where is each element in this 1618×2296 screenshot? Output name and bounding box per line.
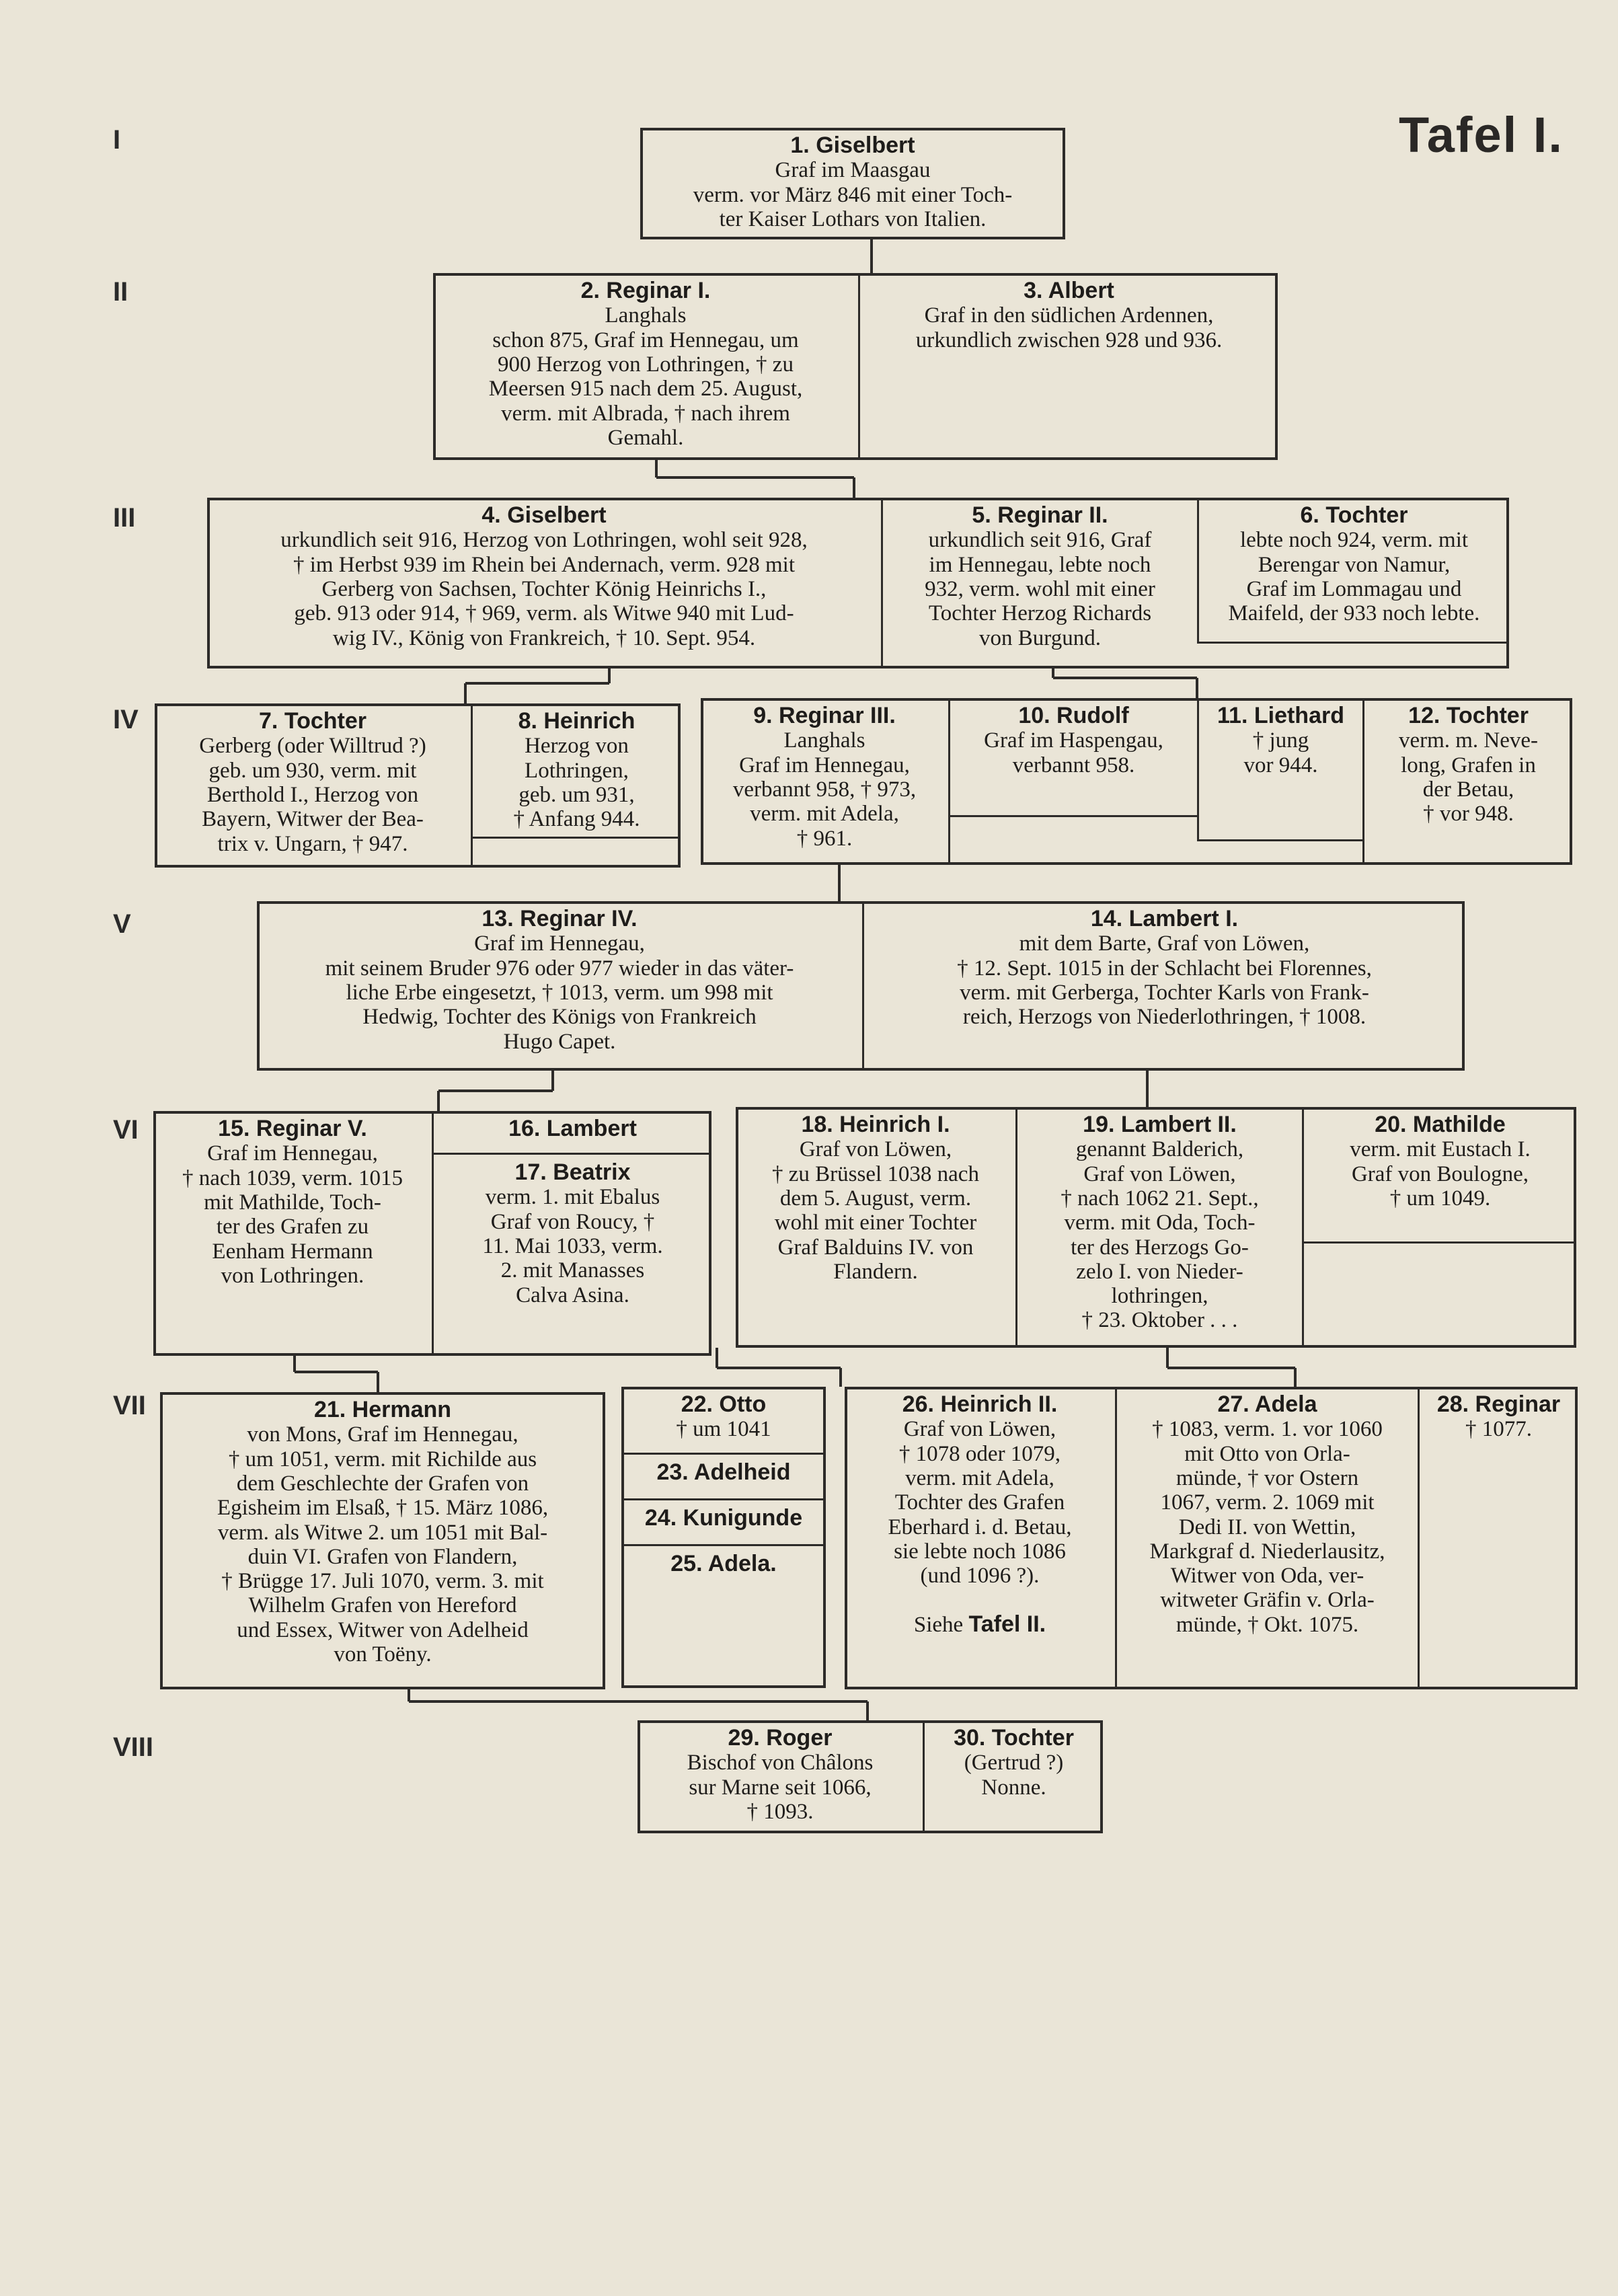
person-detail-line: Hedwig, Tochter des Königs von Frankreich [362, 1005, 757, 1030]
person-name: 26. Heinrich II. [902, 1391, 1058, 1417]
person-detail-line: Eberhard i. d. Betau, [888, 1515, 1072, 1539]
generation-label: VIII [113, 1732, 154, 1762]
generation-label: I [113, 125, 121, 155]
person-detail-line: Graf von Löwen, [903, 1417, 1056, 1442]
person-detail-line: von Mons, Graf im Hennegau, [247, 1422, 518, 1447]
person-detail-line: ter des Herzogs Go- [1071, 1235, 1249, 1260]
person-name: 28. Reginar [1436, 1391, 1561, 1417]
person-detail-line: Markgraf d. Niederlausitz, [1149, 1539, 1385, 1564]
person-detail-line: † nach 1039, verm. 1015 [182, 1165, 403, 1190]
person-p6 [1199, 498, 1509, 639]
person-detail-line: Wilhelm Grafen von Hereford [248, 1593, 517, 1618]
person-detail-line: schon 875, Graf im Hennegau, um [492, 328, 799, 352]
person-p13 [257, 901, 862, 1071]
person-detail-line: Egisheim im Elsaß, † 15. März 1086, [217, 1496, 549, 1521]
person-detail-line: Bayern, Witwer der Bea- [202, 807, 424, 832]
person-detail-line: duin VI. Grafen von Flandern, [247, 1544, 518, 1569]
person-detail-line: Langhals [605, 303, 687, 328]
person-detail-line: † 1093. [746, 1799, 814, 1824]
person-p22 [621, 1387, 826, 1453]
person-detail-line: † um 1051, verm. mit Richilde aus [228, 1447, 537, 1471]
person-name: 11. Liethard [1217, 703, 1344, 728]
person-detail-line: verm. mit Gerberga, Tochter Karls von Frank- [960, 980, 1369, 1005]
person-detail-line: wohl mit einer Tochter [774, 1211, 977, 1235]
person-detail-line: mit Otto von Orla- [1184, 1441, 1350, 1466]
person-name: 17. Beatrix [514, 1159, 631, 1185]
person-detail-line: Gerberg (oder Willtrud ?) [199, 734, 426, 759]
person-detail-line: verm. mit Eustach I. [1350, 1137, 1531, 1162]
person-detail-line: † nach 1062 21. Sept., [1061, 1186, 1259, 1211]
person-p1 [640, 128, 1065, 239]
person-detail-line: Dedi II. von Wettin, [1178, 1515, 1356, 1539]
person-p17 [434, 1155, 711, 1356]
person-p7 [155, 703, 471, 868]
person-detail-line: Graf in den südlichen Ardennen, [924, 303, 1214, 328]
person-p18 [736, 1107, 1015, 1348]
person-detail-line: 900 Herzog von Lothringen, † zu [498, 352, 794, 377]
person-p2 [433, 273, 858, 460]
generation-label: VI [113, 1115, 139, 1145]
person-p26 [845, 1387, 1115, 1689]
person-p3 [860, 273, 1278, 354]
person-detail-line: urkundlich zwischen 928 und 936. [915, 328, 1223, 352]
person-detail-line: sie lebte noch 1086 [894, 1539, 1066, 1564]
person-name: 19. Lambert II. [1083, 1112, 1237, 1137]
person-p9 [701, 698, 948, 865]
person-detail-line: † Brügge 17. Juli 1070, verm. 3. mit [221, 1569, 544, 1594]
person-detail-line: sur Marne seit 1066, [689, 1775, 872, 1800]
person-detail-line: Graf im Hennegau, [739, 753, 910, 777]
person-name: 6. Tochter [1300, 502, 1408, 528]
generation-label: II [113, 277, 128, 307]
person-name: 30. Tochter [954, 1725, 1074, 1751]
person-detail-line: Calva Asina. [516, 1283, 629, 1307]
person-detail-line: Graf von Boulogne, [1351, 1161, 1529, 1186]
person-detail-line: von Toëny. [334, 1642, 432, 1667]
person-name: 12. Tochter [1408, 703, 1529, 728]
person-name: 4. Giselbert [481, 502, 607, 528]
person-name: 21. Hermann [313, 1397, 452, 1422]
person-detail-line: Graf im Maasgau [775, 158, 931, 183]
person-name: 18. Heinrich I. [801, 1112, 950, 1137]
person-detail-line: Gerberg von Sachsen, Tochter König Heinrichs I., [321, 576, 767, 601]
person-detail-line: verm. mit Adela, [750, 802, 899, 827]
person-detail-line: Graf von Löwen, [799, 1137, 952, 1162]
person-detail-line: Flandern. [833, 1259, 918, 1284]
person-p30 [925, 1720, 1103, 1833]
person-detail-line: vor 944. [1243, 753, 1318, 777]
person-p12 [1364, 698, 1572, 865]
person-p25 [621, 1546, 826, 1593]
person-detail-line: von Lothringen. [221, 1263, 364, 1288]
person-p19 [1017, 1107, 1302, 1348]
person-name: 13. Reginar IV. [481, 906, 638, 931]
person-detail-line: † 23. Oktober . . . [1081, 1308, 1238, 1333]
person-detail-line: † Anfang 944. [513, 807, 640, 832]
person-detail-line: Graf Balduins IV. von [777, 1235, 974, 1260]
person-detail-line: trix v. Ungarn, † 947. [217, 831, 408, 856]
person-detail-line: † jung [1252, 728, 1309, 753]
person-detail-line: Lothringen, [525, 758, 629, 783]
person-p10 [950, 698, 1197, 815]
person-detail-line: liche Erbe eingesetzt, † 1013, verm. um 998 mit [346, 980, 773, 1005]
person-p29 [638, 1720, 923, 1833]
person-detail-line: verm. vor März 846 mit einer Toch- [693, 182, 1013, 207]
person-p8 [473, 703, 681, 837]
person-detail-line: münde, † Okt. 1075. [1176, 1612, 1359, 1637]
person-detail-line: long, Grafen in [1401, 753, 1536, 777]
person-detail-line: † im Herbst 939 im Rhein bei Andernach, verm. 928 mit [293, 552, 796, 577]
person-detail-line: † zu Brüssel 1038 nach [772, 1161, 979, 1186]
person-detail-line: ter des Grafen zu [216, 1215, 369, 1239]
person-name: 2. Reginar I. [580, 278, 711, 303]
person-detail-line: zelo I. von Nieder- [1076, 1259, 1243, 1284]
person-detail-line: Graf von Löwen, [1083, 1161, 1236, 1186]
person-detail-line: lebte noch 924, verm. mit [1239, 528, 1469, 553]
person-detail-line: dem Geschlechte der Grafen von [236, 1471, 529, 1496]
person-detail-line: 11. Mai 1033, verm. [482, 1233, 663, 1258]
person-detail-line: urkundlich seit 916, Graf [928, 528, 1152, 553]
person-p11 [1199, 698, 1362, 839]
person-detail-line: lothringen, [1111, 1284, 1208, 1309]
person-detail-line: Graf im Haspengau, [984, 728, 1163, 753]
person-detail-line: geb. um 931, [518, 782, 635, 807]
person-p27 [1117, 1387, 1418, 1689]
person-name: 24. Kunigunde [644, 1505, 803, 1531]
generation-label: III [113, 503, 136, 533]
person-detail-line: verm. mit Albrada, † nach ihrem [501, 401, 790, 426]
person-name: 8. Heinrich [518, 708, 635, 734]
person-detail-line: 932, verm. wohl mit einer [925, 576, 1155, 601]
person-detail-line: † um 1041 [676, 1417, 771, 1442]
person-detail-line: witweter Gräfin v. Orla- [1160, 1588, 1375, 1613]
person-p28 [1420, 1387, 1578, 1521]
person-detail-line: Tochter des Grafen [894, 1490, 1065, 1515]
person-detail-line: Langhals [783, 728, 865, 753]
person-name: 20. Mathilde [1375, 1112, 1506, 1137]
person-detail-line: † 1077. [1465, 1417, 1532, 1442]
person-detail-line: dem 5. August, verm. [779, 1186, 972, 1211]
person-p16 [434, 1111, 711, 1153]
person-name: 3. Albert [1024, 278, 1114, 303]
person-detail-line: verbannt 958, † 973, [732, 777, 917, 802]
person-name: 25. Adela. [670, 1551, 777, 1576]
person-detail-line: und Essex, Witwer von Adelheid [237, 1617, 529, 1642]
person-p15 [153, 1111, 432, 1356]
person-detail-line: der Betau, [1422, 777, 1514, 802]
person-detail-line: (und 1096 ?). [920, 1564, 1040, 1589]
person-detail-line: verbannt 958. [1012, 753, 1135, 777]
person-detail-line: geb. 913 oder 914, † 969, verm. als Witwe 940 mit Lud- [294, 601, 794, 626]
person-name: 10. Rudolf [1018, 703, 1129, 728]
generation-label: VII [113, 1391, 146, 1420]
person-p20 [1304, 1107, 1576, 1241]
person-detail-line: wig IV., König von Frankreich, † 10. Sept. 954. [332, 625, 756, 650]
person-detail-line: ter Kaiser Lothars von Italien. [719, 206, 987, 231]
person-detail-line: Meersen 915 nach dem 25. August, [488, 377, 803, 401]
person-detail-line: 1067, verm. 2. 1069 mit [1160, 1490, 1375, 1515]
person-detail-line: im Hennegau, lebte noch [929, 552, 1151, 577]
person-detail-line: Berengar von Namur, [1258, 552, 1451, 577]
person-detail-line: mit dem Barte, Graf von Löwen, [1019, 931, 1310, 956]
person-detail-line: † vor 948. [1423, 802, 1514, 827]
person-detail-line: Herzog von [525, 734, 629, 759]
person-name: 14. Lambert I. [1090, 906, 1239, 931]
cross-reference-link[interactable]: Tafel II. [968, 1611, 1046, 1638]
person-detail-line: Eenham Hermann [212, 1239, 373, 1264]
person-detail-line: genannt Balderich, [1075, 1137, 1244, 1162]
person-name: 16. Lambert [508, 1116, 637, 1141]
person-detail-line: † 1083, verm. 1. vor 1060 [1152, 1417, 1383, 1442]
person-name: 15. Reginar V. [218, 1116, 367, 1141]
cross-reference-prefix: Siehe [913, 1613, 964, 1638]
person-detail-line: (Gertrud ?) [964, 1751, 1064, 1775]
person-detail-line: reich, Herzogs von Niederlothringen, † 1008. [962, 1005, 1366, 1030]
person-detail-line: Tochter Herzog Richards [928, 601, 1152, 626]
person-name: 22. Otto [681, 1391, 767, 1417]
person-detail-line: von Burgund. [979, 625, 1101, 650]
person-name: 23. Adelheid [656, 1459, 791, 1485]
person-name: 9. Reginar III. [753, 703, 896, 728]
person-p5 [883, 498, 1197, 659]
person-detail-line: verm. mit Oda, Toch- [1064, 1211, 1256, 1235]
person-detail-line: verm. 1. mit Ebalus [485, 1185, 660, 1210]
person-detail-line: Gemahl. [607, 425, 684, 450]
person-detail-line: mit Mathilde, Toch- [204, 1190, 381, 1215]
person-name: 29. Roger [728, 1725, 833, 1751]
person-detail-line: Hugo Capet. [503, 1029, 616, 1054]
person-detail-line: † um 1049. [1389, 1186, 1491, 1211]
cross-reference [853, 1612, 1107, 1637]
person-detail-line: geb. um 930, verm. mit [208, 758, 417, 783]
person-detail-line: † 961. [796, 826, 853, 851]
person-name: 27. Adela [1217, 1391, 1317, 1417]
plate-title: Tafel I. [1399, 107, 1564, 163]
person-detail-line: münde, † vor Ostern [1176, 1465, 1359, 1490]
person-p24 [621, 1500, 826, 1544]
person-detail-line: urkundlich seit 916, Herzog von Lothringen, wohl seit 928, [280, 528, 808, 553]
person-detail-line: † 12. Sept. 1015 in der Schlacht bei Florennes, [957, 956, 1372, 981]
person-detail-line: Graf im Hennegau, [207, 1141, 378, 1166]
person-name: 7. Tochter [259, 708, 367, 734]
person-detail-line: † 1078 oder 1079, [898, 1441, 1061, 1466]
person-p21 [160, 1392, 605, 1689]
person-detail-line: verm. mit Adela, [905, 1465, 1054, 1490]
person-detail-line: Graf von Roucy, † [490, 1209, 655, 1234]
person-detail-line: Bischof von Châlons [687, 1751, 874, 1775]
person-detail-line: Graf im Hennegau, [474, 931, 645, 956]
person-detail-line: Witwer von Oda, ver- [1170, 1564, 1364, 1589]
person-p4 [207, 498, 881, 668]
person-detail-line: verm. als Witwe 2. um 1051 mit Bal- [217, 1520, 548, 1545]
person-name: 1. Giselbert [790, 132, 915, 158]
person-detail-line: mit seinem Bruder 976 oder 977 wieder in das väter- [325, 956, 794, 981]
person-detail-line: 2. mit Manasses [500, 1258, 645, 1283]
generation-label: IV [113, 705, 139, 734]
person-p14 [864, 901, 1465, 1049]
generation-label: V [113, 909, 131, 939]
person-detail-line: Maifeld, der 933 noch lebte. [1228, 601, 1480, 626]
person-p23 [621, 1455, 826, 1498]
person-detail-line: Berthold I., Herzog von [206, 782, 419, 807]
person-name: 5. Reginar II. [972, 502, 1108, 528]
person-detail-line: Graf im Lommagau und [1246, 576, 1462, 601]
person-detail-line: Nonne. [981, 1775, 1046, 1800]
person-detail-line: verm. m. Neve- [1398, 728, 1539, 753]
